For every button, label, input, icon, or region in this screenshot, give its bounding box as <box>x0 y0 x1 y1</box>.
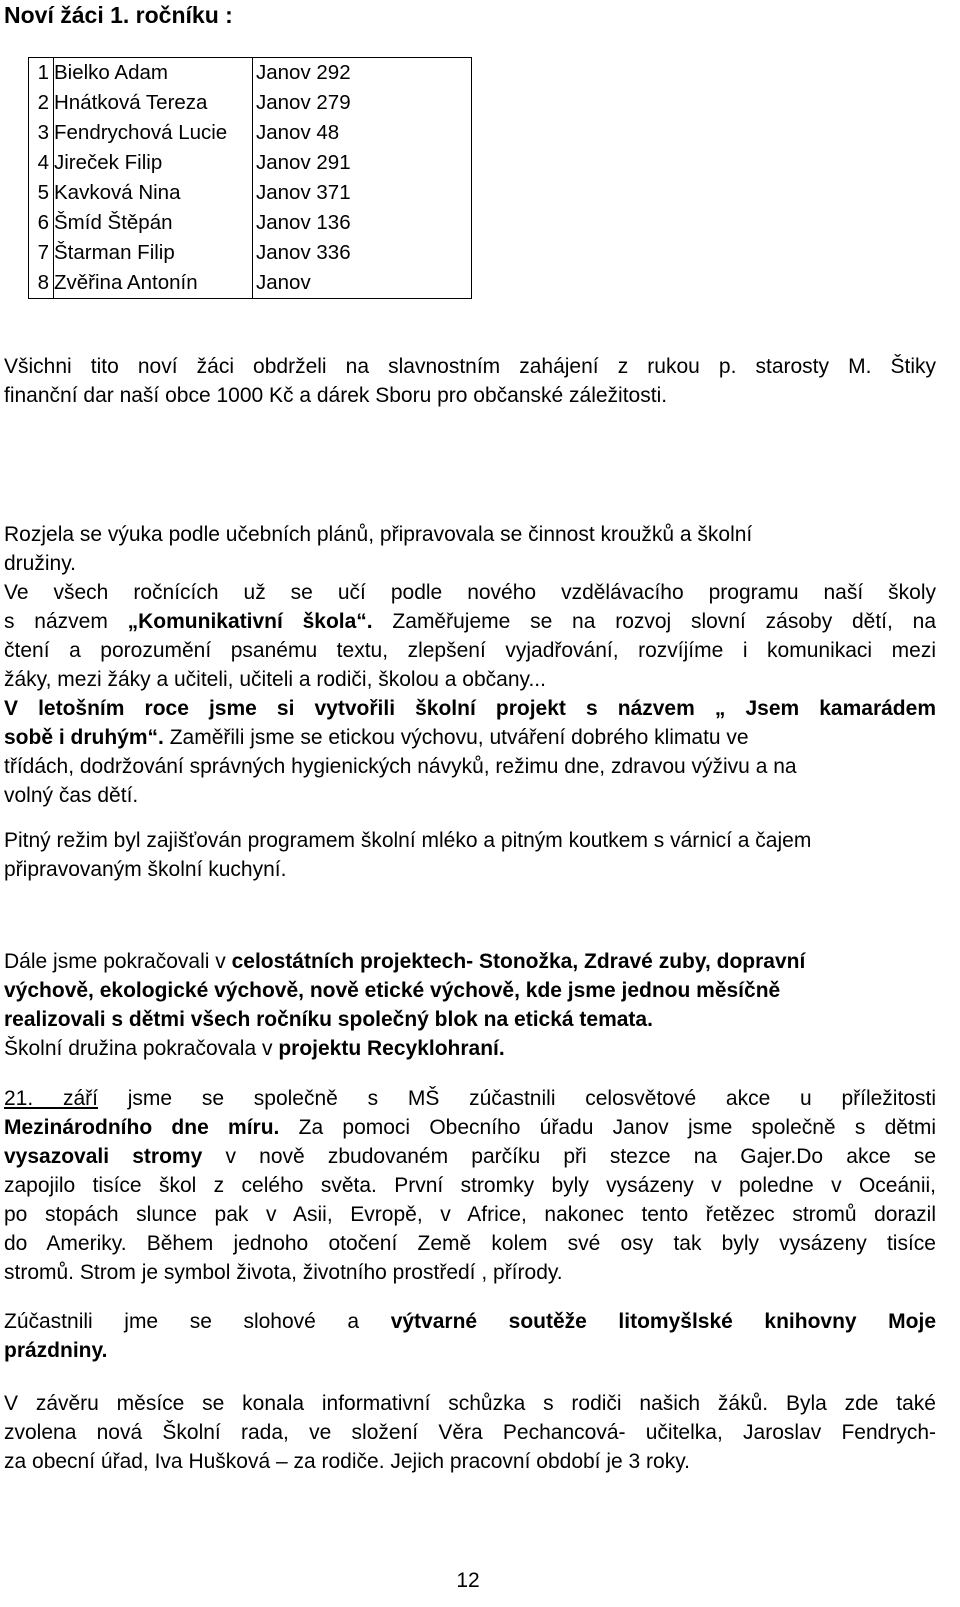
text-line: čtení a porozumění psanému textu, zlepšení vyjadřování, rozvíjíme i komunikaci mezi <box>4 639 936 662</box>
table-row <box>29 58 472 89</box>
text-line <box>4 694 936 723</box>
text-line: sobě i druhým“. Zaměřili jsme se etickou výchovu, utváření dobrého klimatu ve <box>4 726 749 749</box>
text-line: do Ameriky. Během jednoho otočení Země kolem své osy tak byly vysázeny tisíce <box>4 1232 936 1255</box>
text-line: stromů. Strom je symbol života, životního prostředí , přírody. <box>4 1261 563 1284</box>
text-line: Školní družina pokračovala v projektu Recyklohraní. <box>4 1037 505 1060</box>
text-line: Ve všech ročnících už se učí podle nového vzdělávacího programu naší školy <box>4 581 936 604</box>
text-line: výchově, ekologické výchově, nově etické výchově, kde jsme jednou měsíčně <box>4 979 781 1002</box>
table-row <box>29 238 472 268</box>
table-row <box>29 268 472 299</box>
table-row <box>29 88 472 118</box>
pupil-address: Janov 371 <box>253 178 472 208</box>
pupil-address: Janov 48 <box>253 118 472 148</box>
text-line: zvolena nová Školní rada, ve složení Věra Pechancová- učitelka, Jaroslav Fendrych- <box>4 1421 936 1444</box>
pupil-address: Janov <box>253 268 472 299</box>
pupil-number: 6 <box>29 208 54 238</box>
text-line: 21. září jsme se společně s MŠ zúčastnili celosvětové akce u příležitosti <box>4 1087 936 1110</box>
paragraph-projects <box>4 947 936 1063</box>
paragraph-competition <box>4 1307 936 1365</box>
project-heading: V letošním roce jsme si vytvořili školní projekt s názvem „ Jsem kamarádem <box>4 697 936 720</box>
text-line: zapojilo tisíce škol z celého světa. První stromky byly vysázeny v poledne v Oceánii, <box>4 1174 936 1197</box>
text-line: Všichni tito noví žáci obdrželi na slavnostním zahájení z rukou p. starosty M. Štiky <box>4 355 936 378</box>
text-line: volný čas dětí. <box>4 784 139 807</box>
pupil-address: Janov 291 <box>253 148 472 178</box>
table-row <box>29 148 472 178</box>
paragraph-gift <box>4 352 936 410</box>
pupil-name: Kavková Nina <box>54 178 253 208</box>
pupil-address: Janov 136 <box>253 208 472 238</box>
pupil-address: Janov 279 <box>253 88 472 118</box>
text-line: realizovali s dětmi všech ročníku společný blok na etická temata. <box>4 1008 653 1031</box>
pupil-number: 7 <box>29 238 54 268</box>
text-line: třídách, dodržování správných hygienických návyků, režimu dne, zdravou výživu a na <box>4 755 797 778</box>
pupil-number: 4 <box>29 148 54 178</box>
pupil-number: 2 <box>29 88 54 118</box>
text-line: Mezinárodního dne míru. Za pomoci Obecního úřadu Janov jsme společně s dětmi <box>4 1116 936 1139</box>
text-line: za obecní úřad, Iva Hušková – za rodiče. Jejich pracovní období je 3 roky. <box>4 1450 690 1473</box>
pupil-number: 1 <box>29 58 54 89</box>
text-line: po stopách slunce pak v Asii, Evropě, v Africe, nakonec tento řetězec stromů dorazil <box>4 1203 936 1226</box>
text-line: finanční dar naší obce 1000 Kč a dárek Sboru pro občanské záležitosti. <box>4 384 668 407</box>
table-row <box>29 178 472 208</box>
pupil-name: Zvěřina Antonín <box>54 268 253 299</box>
text-line: Pitný režim byl zajišťován programem školní mléko a pitným koutkem s várnicí a čajem <box>4 829 812 852</box>
page-number: 12 <box>456 1569 480 1592</box>
pupil-name: Hnátková Tereza <box>54 88 253 118</box>
paragraph-peace-day <box>4 1084 936 1287</box>
text-line: Rozjela se výuka podle učebních plánů, připravovala se činnost kroužků a školní <box>4 523 753 546</box>
pupil-number: 8 <box>29 268 54 299</box>
text-line: s názvem „Komunikativní škola“. Zaměřujeme se na rozvoj slovní zásoby dětí, na <box>4 610 937 633</box>
pupil-name: Bielko Adam <box>54 58 253 89</box>
pupil-address: Janov 336 <box>253 238 472 268</box>
page-title: Noví žáci 1. ročníku : <box>4 2 233 28</box>
table-row <box>29 118 472 148</box>
text-line: Dále jsme pokračovali v celostátních projektech- Stonožka, Zdravé zuby, dopravní <box>4 950 806 973</box>
pupil-address: Janov 292 <box>253 58 472 89</box>
pupil-number: 5 <box>29 178 54 208</box>
date-link: 21. září <box>4 1087 98 1110</box>
pupil-name: Štarman Filip <box>54 238 253 268</box>
project-name: sobě i druhým“. <box>4 726 164 749</box>
text-line: prázdniny. <box>4 1339 108 1362</box>
pupil-table <box>28 57 472 299</box>
paragraph-teaching <box>4 520 936 810</box>
paragraph-meeting <box>4 1389 936 1476</box>
pupil-name: Fendrychová Lucie <box>54 118 253 148</box>
pupil-name: Jireček Filip <box>54 148 253 178</box>
text-line: žáky, mezi žáky a učiteli, učiteli a rodiči, školou a občany... <box>4 668 546 691</box>
table-row <box>29 208 472 238</box>
text-line: připravovaným školní kuchyní. <box>4 858 287 881</box>
paragraph-drinking <box>4 826 936 884</box>
pupil-name: Šmíd Štěpán <box>54 208 253 238</box>
text-line: Zúčastnili jme se slohové a výtvarné soutěže litomyšlské knihovny Moje <box>4 1310 936 1333</box>
program-name: „Komunikativní škola“. <box>127 610 373 633</box>
pupil-number: 3 <box>29 118 54 148</box>
text-line: vysazovali stromy v nově zbudovaném parčíku při stezce na Gajer.Do akce se <box>4 1145 936 1168</box>
text-line: V závěru měsíce se konala informativní schůzka s rodiči našich žáků. Byla zde také <box>4 1392 936 1415</box>
text-line: družiny. <box>4 552 76 575</box>
